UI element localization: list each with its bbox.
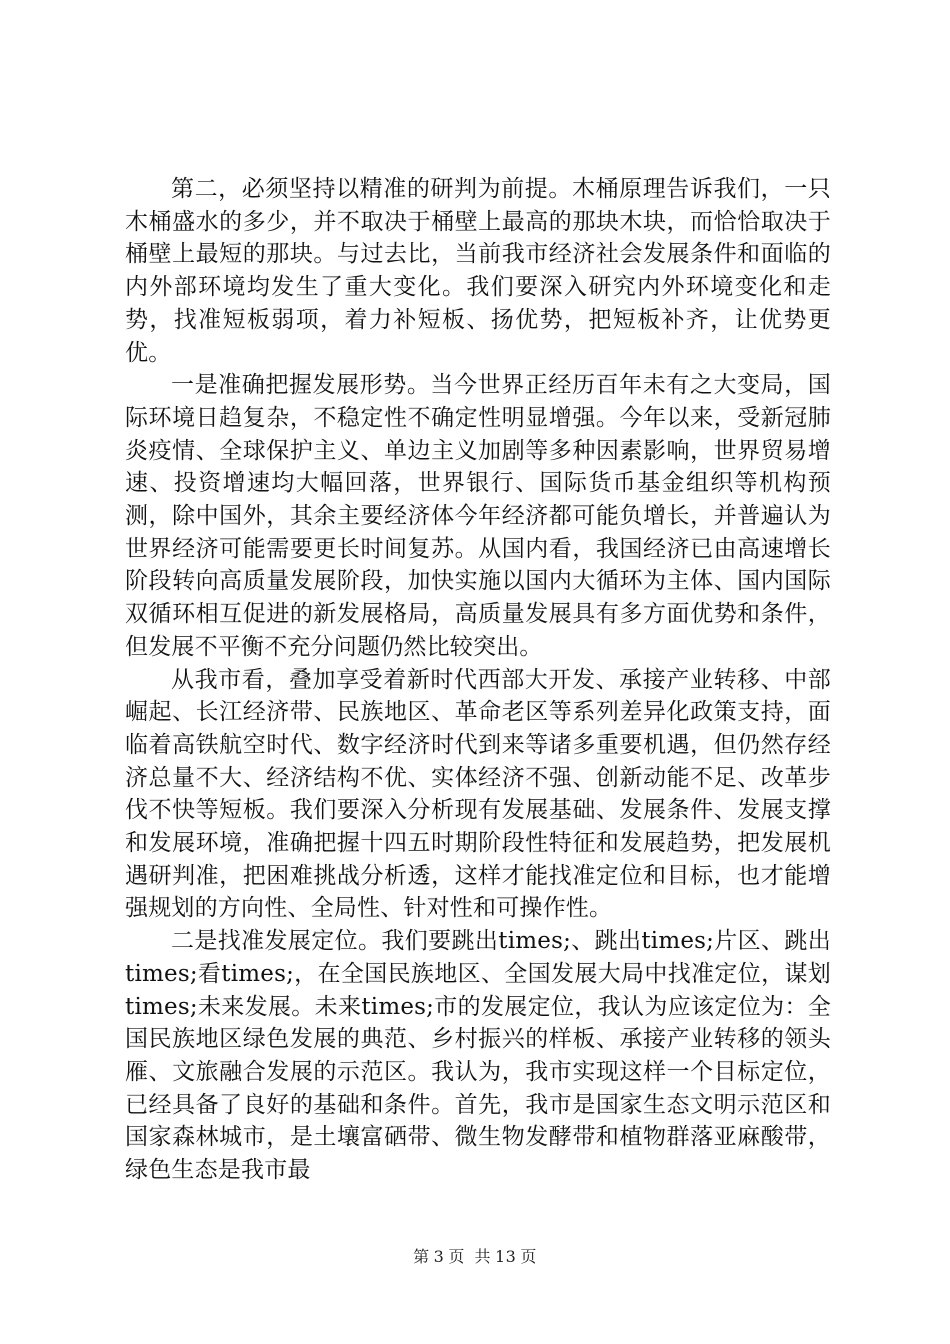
total-pages: 13 [494, 1247, 517, 1266]
paragraph: 从我市看，叠加享受着新时代西部大开发、承接产业转移、中部崛起、长江经济带、民族地区、革命老区等系列差异化政策支持，面临着高铁航空时代、数字经济时代到来等诸多重要机遇，但仍然存经济总量不大、经济结构不优、实体经济不强、创新动能不足、改革步伐不快等短板。我们要深入分析现有发展基础、发展条件、发展支撑和发展环境，准确把握十四五时期阶段性特征和发展趋势，把发展机遇研判准，把困难挑战分析透，这样才能找准定位和目标，也才能增强规划的方向性、全局性、针对性和可操作性。 [125, 666, 831, 922]
page-footer [0, 1244, 950, 1267]
paragraph: 二是找准发展定位。我们要跳出times;、跳出times;片区、跳出times;看times;，在全国民族地区、全国发展大局中找准定位，谋划times;未来发展。未来times;市的发展定位，我认为应该定位为：全国民族地区绿色发展的典范、乡村振兴的样板、承接产业转移的领头雁、文旅融合发展的示范区。我认为，我市实现这样一个目标定位，已经具备了良好的基础和条件。首先，我市是国家生态文明示范区和国家森林城市，是土壤富硒带、微生物发酵带和植物群落亚麻酸带，绿色生态是我市最 [125, 928, 831, 1184]
document-body [125, 173, 831, 1187]
total-suffix: 页 [520, 1247, 537, 1266]
page-suffix: 页 [448, 1247, 465, 1266]
paragraph: 一是准确把握发展形势。当今世界正经历百年未有之大变局，国际环境日趋复杂，不稳定性不确定性明显增强。今年以来，受新冠肺炎疫情、全球保护主义、单边主义加剧等多种因素影响，世界贸易增速、投资增速均大幅回落，世界银行、国际货币基金组织等机构预测，除中国外，其余主要经济体今年经济都可能负增长，并普遍认为世界经济可能需要更长时间复苏。从国内看，我国经济已由高速增长阶段转向高质量发展阶段，加快实施以国内大循环为主体、国内国际双循环相互促进的新发展格局，高质量发展具有多方面优势和条件，但发展不平衡不充分问题仍然比较突出。 [125, 372, 831, 660]
paragraph: 第二，必须坚持以精准的研判为前提。木桶原理告诉我们，一只木桶盛水的多少，并不取决于桶壁上最高的那块木块，而恰恰取决于桶壁上最短的那块。与过去比，当前我市经济社会发展条件和面临的内外部环境均发生了重大变化。我们要深入研究内外环境变化和走势，找准短板弱项，着力补短板、扬优势，把短板补齐，让优势更优。 [125, 176, 831, 366]
page-number: 3 [433, 1247, 445, 1266]
total-prefix: 共 [474, 1247, 491, 1266]
page-prefix: 第 [413, 1247, 430, 1266]
